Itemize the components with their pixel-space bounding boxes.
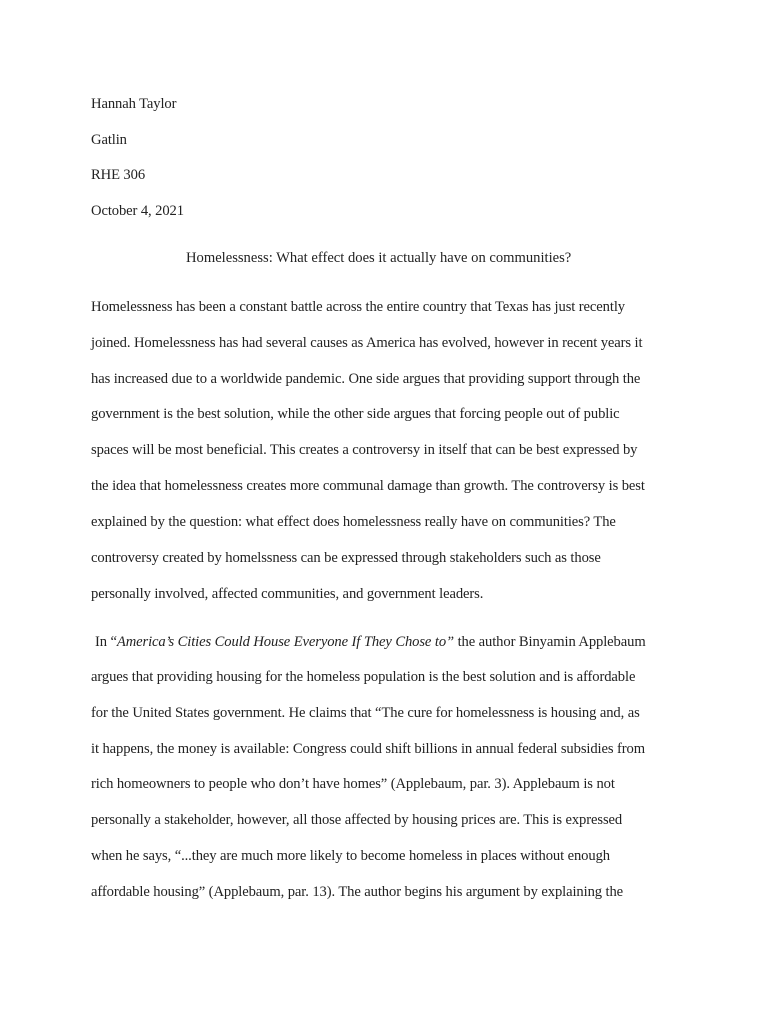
paragraph-line: controversy created by homelssness can be expressed through stakeholders such as those <box>91 550 601 566</box>
paragraph-line: affordable housing” (Applebaum, par. 13). The author begins his argument by explaining the <box>91 884 624 900</box>
line-prefix: In “ <box>95 634 117 650</box>
instructor-name: Gatlin <box>91 132 127 148</box>
paragraph-line: when he says, “...they are much more likely to become homeless in places without enough <box>91 848 610 864</box>
author-name: Hannah Taylor <box>91 96 177 112</box>
paragraph-line: Homelessness has been a constant battle across the entire country that Texas has just recently <box>91 299 625 315</box>
line-suffix: the author Binyamin Applebaum <box>454 634 646 650</box>
essay-title: Homelessness: What effect does it actually have on communities? <box>186 250 572 266</box>
paragraph-line: joined. Homelessness has had several causes as America has evolved, however in recent years it <box>91 335 643 351</box>
article-title: America’s Cities Could House Everyone If They Chose to” <box>116 634 455 650</box>
paragraph-line: rich homeowners to people who don’t have homes” (Applebaum, par. 3). Applebaum is not <box>91 776 615 792</box>
document-date: October 4, 2021 <box>91 203 184 219</box>
course-name: RHE 306 <box>91 167 146 183</box>
paragraph-line: government is the best solution, while the other side argues that forcing people out of public <box>91 406 620 422</box>
paragraph-first-line <box>95 633 646 651</box>
paragraph-line: personally involved, affected communities, and government leaders. <box>91 586 484 602</box>
paragraph-line: for the United States government. He claims that “The cure for homelessness is housing and, as <box>91 705 640 721</box>
paragraph-line: it happens, the money is available: Congress could shift billions in annual federal subsidies from <box>91 741 645 757</box>
paragraph-line: spaces will be most beneficial. This creates a controversy in itself that can be best expressed by <box>91 442 638 458</box>
paragraph-line: the idea that homelessness creates more communal damage than growth. The controversy is best <box>91 478 645 494</box>
paragraph-line: has increased due to a worldwide pandemic. One side argues that providing support through the <box>91 371 641 387</box>
paragraph-line: argues that providing housing for the homeless population is the best solution and is affordable <box>91 669 636 685</box>
paragraph-line: explained by the question: what effect does homelessness really have on communities? The <box>91 514 616 530</box>
paragraph-line: personally a stakeholder, however, all those affected by housing prices are. This is expressed <box>91 812 623 828</box>
